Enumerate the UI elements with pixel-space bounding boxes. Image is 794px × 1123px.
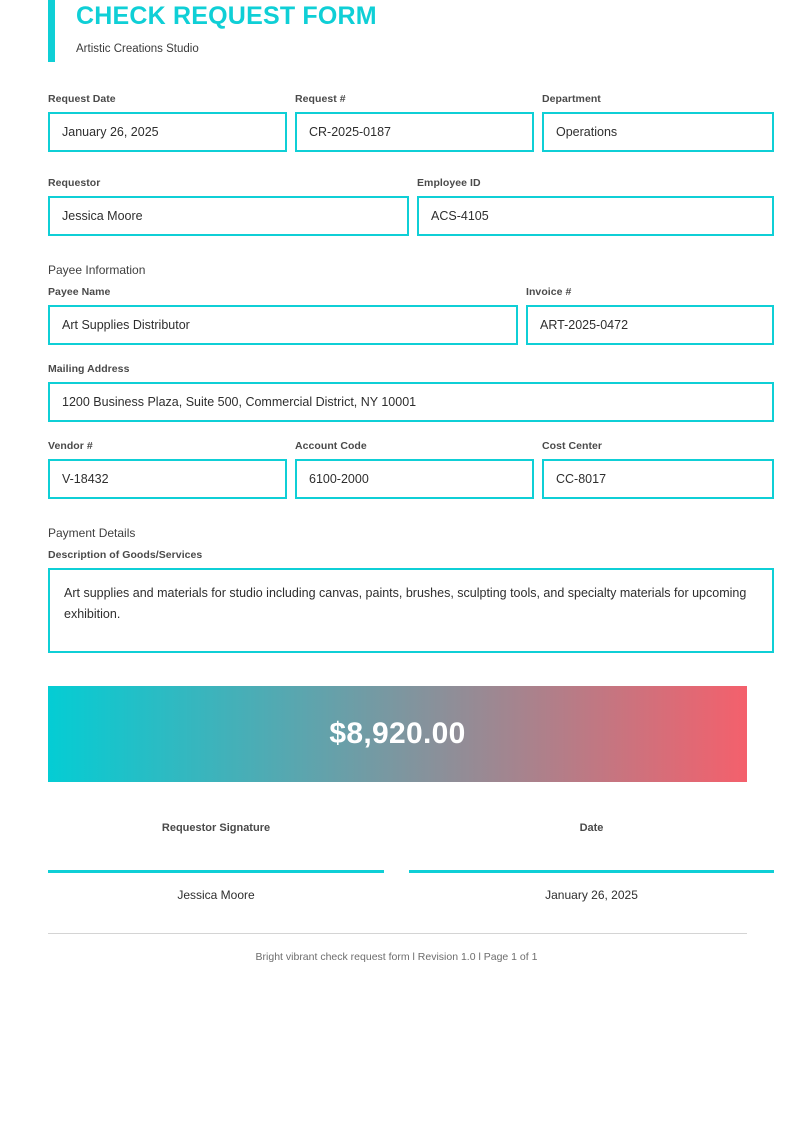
requestor-signature-label: Requestor Signature xyxy=(161,822,271,834)
footer-text: Bright vibrant check request form l Revision 1.0 l Page 1 of 1 xyxy=(255,951,538,963)
payee-information-section xyxy=(48,263,774,499)
requestor-field xyxy=(48,177,409,236)
account-code-label: Account Code xyxy=(295,440,367,452)
amount-value: $8,920.00 xyxy=(329,717,466,750)
signature-date-block xyxy=(409,821,774,903)
request-number-label: Request # xyxy=(295,93,346,105)
description-value: Art supplies and materials for studio including canvas, paints, brushes, sculpting tools, and specialty materials for upcoming exhibition. xyxy=(64,586,747,621)
request-date-field xyxy=(48,93,287,152)
vendor-number-input[interactable] xyxy=(48,459,287,499)
vendor-number-value: V-18432 xyxy=(62,472,109,486)
account-code-input[interactable] xyxy=(295,459,534,499)
form-header xyxy=(48,0,774,62)
vendor-codes-row xyxy=(48,440,774,499)
account-code-value: 6100-2000 xyxy=(309,472,369,486)
mailing-address-value: 1200 Business Plaza, Suite 500, Commercial District, NY 10001 xyxy=(62,395,417,409)
requestor-signature-value: Jessica Moore xyxy=(177,888,255,902)
signature-date-label: Date xyxy=(579,822,604,834)
payee-name-value: Art Supplies Distributor xyxy=(62,318,190,332)
invoice-number-value: ART-2025-0472 xyxy=(540,318,629,332)
employee-id-field xyxy=(417,177,774,236)
signature-gap xyxy=(384,821,409,903)
cost-center-value: CC-8017 xyxy=(556,472,607,486)
invoice-number-label: Invoice # xyxy=(526,286,572,298)
requestor-info-row xyxy=(48,177,774,236)
mailing-address-label: Mailing Address xyxy=(48,363,130,375)
request-number-value: CR-2025-0187 xyxy=(309,125,391,139)
amount-banner xyxy=(48,686,747,782)
footer-divider xyxy=(48,933,747,934)
payee-name-label: Payee Name xyxy=(48,286,111,298)
requestor-value: Jessica Moore xyxy=(62,209,143,223)
header-accent-bar xyxy=(48,0,55,62)
organization-name: Artistic Creations Studio xyxy=(76,43,199,55)
description-label: Description of Goods/Services xyxy=(48,549,203,561)
department-input[interactable] xyxy=(542,112,774,152)
request-number-input[interactable] xyxy=(295,112,534,152)
requestor-input[interactable] xyxy=(48,196,409,236)
department-label: Department xyxy=(542,93,601,105)
payment-details-section xyxy=(48,526,774,653)
cost-center-input[interactable] xyxy=(542,459,774,499)
requestor-signature-line[interactable] xyxy=(48,870,384,873)
department-value: Operations xyxy=(556,125,618,139)
signature-date-value: January 26, 2025 xyxy=(545,888,638,902)
employee-id-value: ACS-4105 xyxy=(431,209,489,223)
vendor-number-field xyxy=(48,440,287,499)
payee-name-field xyxy=(48,286,518,345)
cost-center-field xyxy=(542,440,774,499)
employee-id-input[interactable] xyxy=(417,196,774,236)
payment-details-heading: Payment Details xyxy=(48,526,136,540)
invoice-number-field xyxy=(526,286,774,345)
payee-name-row xyxy=(48,286,774,345)
page-title: CHECK REQUEST FORM xyxy=(76,2,377,30)
request-number-field xyxy=(295,93,534,152)
header-text-block xyxy=(76,0,377,62)
description-textarea[interactable] xyxy=(48,568,774,653)
mailing-address-field xyxy=(48,363,774,422)
signature-date-line[interactable] xyxy=(409,870,774,873)
mailing-address-input[interactable] xyxy=(48,382,774,422)
request-date-value: January 26, 2025 xyxy=(62,125,159,139)
form-content xyxy=(48,93,774,653)
request-date-label: Request Date xyxy=(48,93,116,105)
request-date-input[interactable] xyxy=(48,112,287,152)
department-field xyxy=(542,93,774,152)
invoice-number-input[interactable] xyxy=(526,305,774,345)
account-code-field xyxy=(295,440,534,499)
cost-center-label: Cost Center xyxy=(542,440,603,452)
payee-name-input[interactable] xyxy=(48,305,518,345)
vendor-number-label: Vendor # xyxy=(48,440,93,452)
requestor-signature-block xyxy=(48,821,384,903)
signature-section xyxy=(48,821,774,903)
payee-information-heading: Payee Information xyxy=(48,263,146,277)
request-info-row xyxy=(48,93,774,152)
requestor-label: Requestor xyxy=(48,177,101,189)
employee-id-label: Employee ID xyxy=(417,177,481,189)
